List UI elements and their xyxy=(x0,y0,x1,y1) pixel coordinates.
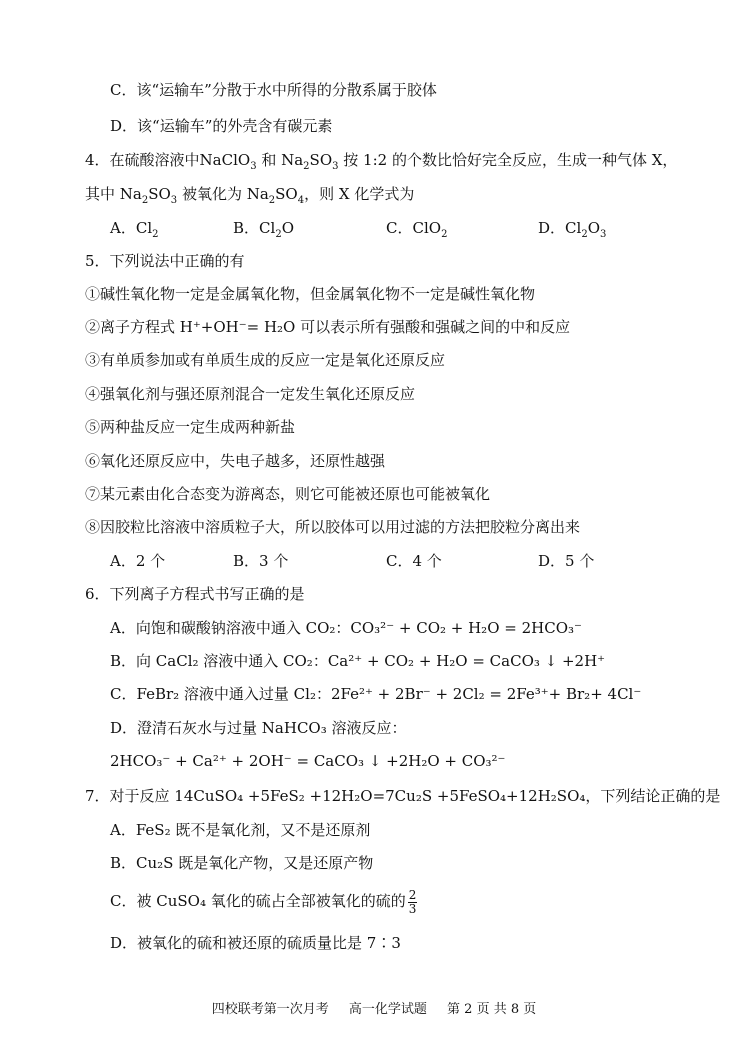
q6-option-b: B．向 CaCl₂ 溶液中通入 CO₂：Ca²⁺ + CO₂ + H₂O = CaCO₃ ↓ +2H⁺ xyxy=(110,652,606,670)
q4-stem-line1: 4．在硫酸溶液中NaClO$_3$ 和 $Na_2SO_3$ 按 1:2 的个数比恰好完全反应，生成一种气体 X， xyxy=(85,151,678,172)
q3-option-c: C．该“运输车”分散于水中所得的分散系属于胶体 xyxy=(110,81,437,99)
q5-item-5: ⑤两种盐反应一定生成两种新盐 xyxy=(85,418,296,436)
q5-stem: 5．下列说法中正确的有 xyxy=(85,252,245,270)
q5-item-8: ⑧因胶粒比溶液中溶质粒子大，所以胶体可以用过滤的方法把胶粒分离出来 xyxy=(85,518,581,536)
two-thirds-fraction: $\frac{2}{3}$ xyxy=(408,887,417,916)
footer-subject: 高一化学试题 xyxy=(348,1002,427,1017)
q5-item-1: ①碱性氧化物一定是金属氧化物，但金属氧化物不一定是碱性氧化物 xyxy=(85,285,536,303)
q5-option-c: C．4 个 xyxy=(386,552,442,570)
q4-stem-line2: 其中 $Na_2SO_3$ 被氧化为 $Na_2SO_4$，则 X 化学式为 xyxy=(85,185,415,206)
q5-item-7: ⑦某元素由化合态变为游离态，则它可能被还原也可能被氧化 xyxy=(85,485,491,503)
q5-item-3: ③有单质参加或有单质生成的反应一定是氧化还原反应 xyxy=(85,351,446,369)
q4-option-c: C．ClO$_2$ xyxy=(386,219,448,240)
q5-item-6: ⑥氧化还原反应中，失电子越多，还原性越强 xyxy=(85,452,386,470)
q7-option-d: D．被氧化的硫和被还原的硫质量比是 7∶3 xyxy=(110,934,401,952)
q5-item-2: ②离子方程式 H⁺+OH⁻= H₂O 可以表示所有强酸和强碱之间的中和反应 xyxy=(85,318,571,336)
q7-option-a: A．FeS₂ 既不是氧化剂，又不是还原剂 xyxy=(110,821,371,839)
q6-option-d: D．澄清石灰水与过量 NaHCO₃ 溶液反应： xyxy=(110,719,407,737)
q4-option-d: D．$Cl_2O_3$ xyxy=(538,219,607,240)
q5-option-b: B．3 个 xyxy=(233,552,289,570)
q5-option-d: D．5 个 xyxy=(538,552,595,570)
q5-item-4: ④强氧化剂与强还原剂混合一定发生氧化还原反应 xyxy=(85,385,416,403)
q4-option-b: B．$Cl_2O$ xyxy=(233,219,294,240)
q6-stem: 6．下列离子方程式书写正确的是 xyxy=(85,585,305,603)
q7-stem: 7．对于反应 14CuSO₄ +5FeS₂ +12H₂O=7Cu₂S +5FeSO₄+12H₂SO₄，下列结论正确的是 xyxy=(85,787,721,805)
q7-option-c: C．被 CuSO₄ 氧化的硫占全部被氧化的硫的 $\frac{2}{3}$ xyxy=(110,887,417,916)
q6-option-c: C．FeBr₂ 溶液中通入过量 Cl₂：2Fe²⁺ + 2Br⁻ + 2Cl₂ = 2Fe³⁺+ Br₂+ 4Cl⁻ xyxy=(110,685,642,703)
q4-option-a: A．$Cl_2$ xyxy=(110,219,159,240)
footer-exam-name: 四校联考第一次月考 xyxy=(211,1002,329,1017)
q3-option-d: D．该“运输车”的外壳含有碳元素 xyxy=(110,117,333,135)
page-footer xyxy=(0,1001,748,1019)
q6-option-a: A．向饱和碳酸钠溶液中通入 CO₂：CO₃²⁻ + CO₂ + H₂O = 2HCO₃⁻ xyxy=(110,619,582,637)
footer-page-number: 第 2 页 共 8 页 xyxy=(447,1002,537,1017)
q5-option-a: A．2 个 xyxy=(110,552,166,570)
q6-option-d-equation: 2HCO₃⁻ + Ca²⁺ + 2OH⁻ = CaCO₃ ↓ +2H₂O + CO₃²⁻ xyxy=(110,752,506,770)
q7-option-b: B．Cu₂S 既是氧化产物，又是还原产物 xyxy=(110,854,374,872)
